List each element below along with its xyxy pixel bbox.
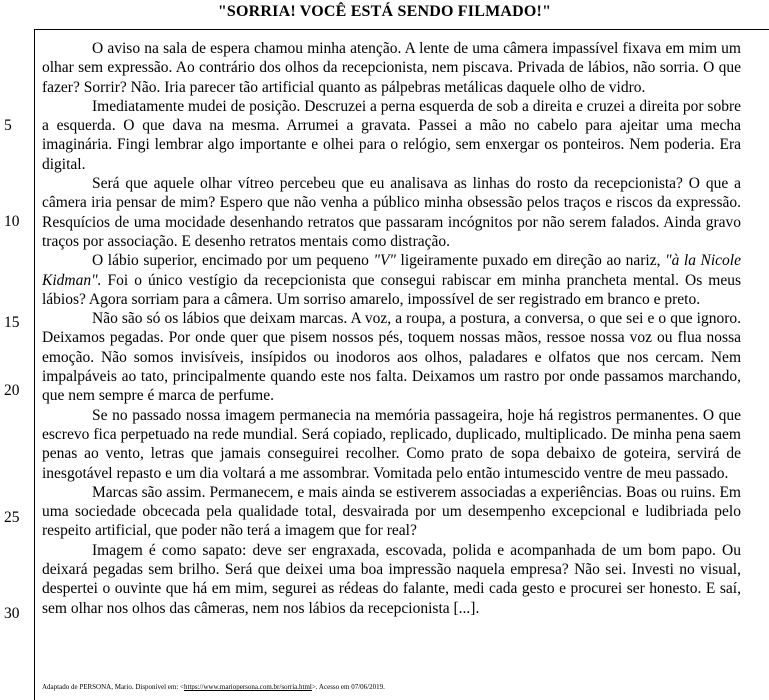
paragraph: Imediatamente mudei de posição. Descruzei a perna esquerda de sob a direita e cruzei a direita por sobre a esquerda. O que dava na mesma. Arrumei a gravata. Passei a mão no cabelo para ajeitar uma mecha imaginária. Fingi lembrar algo importante e olhei para o relógio, sem enxergar os ponteiros. Nem poderia. Era digital. xyxy=(42,97,741,173)
paragraph-text: Foi o único vestígio da recepcionista que consegui rabiscar em minha prancheta mental. Os meus lábios? Agora sorriam para a câmera. Um sorriso amarelo, impossível de ser registrado em branco e preto. xyxy=(42,271,741,308)
source-citation xyxy=(42,683,385,692)
paragraph xyxy=(42,251,741,309)
source-prefix: Adaptado de PERSONA, Mario. Disponível em: < xyxy=(42,683,184,691)
paragraph: Imagem é como sapato: deve ser engraxada, escovada, polida e acompanhada de um bom papo. Ou deixará pegadas sem brilho. Será que deixei uma boa impressão naquela empresa? Não sei. Investi no visual, despertei o ouvinte que há em mim, segurei as rédeas do falante, medi cada gesto e procurei ser honesto. E saí, sem olhar nos olhos das câmeras, nem nos lábios da recepcionista [...]. xyxy=(42,541,741,617)
line-number-5: 5 xyxy=(4,117,12,134)
nicole-kidman-quote: "à la Nicole Kidman". xyxy=(42,252,741,289)
line-number-30: 30 xyxy=(4,605,20,622)
paragraph: Se no passado nossa imagem permanecia na memória passageira, hoje há registros permanentes. O que escrevo fica perpetuado na rede mundial. Será copiado, replicado, duplicado, multiplicado. De minha pena saem penas ao vento, letras que jamais conseguirei recolher. Como prato de sopa debaixo de goteira, servirá de inesgotável repasto e um dia voltará a me assombrar. Vomitada pelo então intumescido ventre de meu passado. xyxy=(42,406,741,482)
text-title: "SORRIA! VOCÊ ESTÁ SENDO FILMADO!" xyxy=(217,3,552,20)
top-rule xyxy=(34,29,769,30)
paragraph: Marcas são assim. Permanecem, e mais ainda se estiverem associadas a experiências. Boas ou ruins. Em uma sociedade obcecada pela qualidade total, desvairada por um desempenho excepcional e ludibriada pelo respeito artificial, que poder não terá a imagem que for real? xyxy=(42,483,741,540)
source-suffix: >. Acesso em 07/06/2019. xyxy=(311,683,385,691)
line-number-15: 15 xyxy=(4,314,20,331)
source-link[interactable]: https://www.mariopersona.com.br/sorria.html xyxy=(184,683,312,691)
paragraph: O aviso na sala de espera chamou minha atenção. A lente de uma câmera impassível fixava em mim um olhar sem expressão. Ao contrário dos olhos da recepcionista, nem piscava. Privada de lábios, não sorria. O que fazer? Sorrir? Não. Iria parecer tão artificial quanto as pálpebras metálicas daquele olho de vidro. xyxy=(42,40,741,96)
margin-rule xyxy=(34,29,35,700)
article-body xyxy=(42,39,741,618)
paragraph-text: O lábio superior, encimado por um pequeno xyxy=(92,252,374,270)
paragraph: Não são só os lábios que deixam marcas. A voz, a roupa, a postura, a conversa, o que sei e o que ignoro. Deixamos pegadas. Por onde quer que pisem nossos pés, toquem nossas mãos, ressoe nossa voz ou flua nossa emoção. Não somos invisíveis, insípidos ou inodoros aos olhos, paladares e olfatos que nos cercam. Nem impalpáveis ao tato, principalmente quando este nos falta. Deixamos um rastro por onde passamos marchando, que nem sempre é marca de perfume. xyxy=(42,310,741,405)
line-number-25: 25 xyxy=(4,509,20,526)
v-mark: "V" xyxy=(373,252,396,270)
line-number-10: 10 xyxy=(4,213,20,230)
paragraph-text: ligeiramente puxado em direção ao nariz, xyxy=(395,252,666,270)
paragraph: Será que aquele olhar vítreo percebeu que eu analisava as linhas do rosto da recepcionista? O que a câmera iria pensar de mim? Espero que não venha a público minha obsessão pelos traços e riscos da expressão. Resquícios de uma mocidade desenhando retratos que passaram incógnitos por não serem falados. Ainda gravo traços por associação. E desenho retratos mentais como distração. xyxy=(42,175,741,250)
line-number-20: 20 xyxy=(4,382,20,399)
